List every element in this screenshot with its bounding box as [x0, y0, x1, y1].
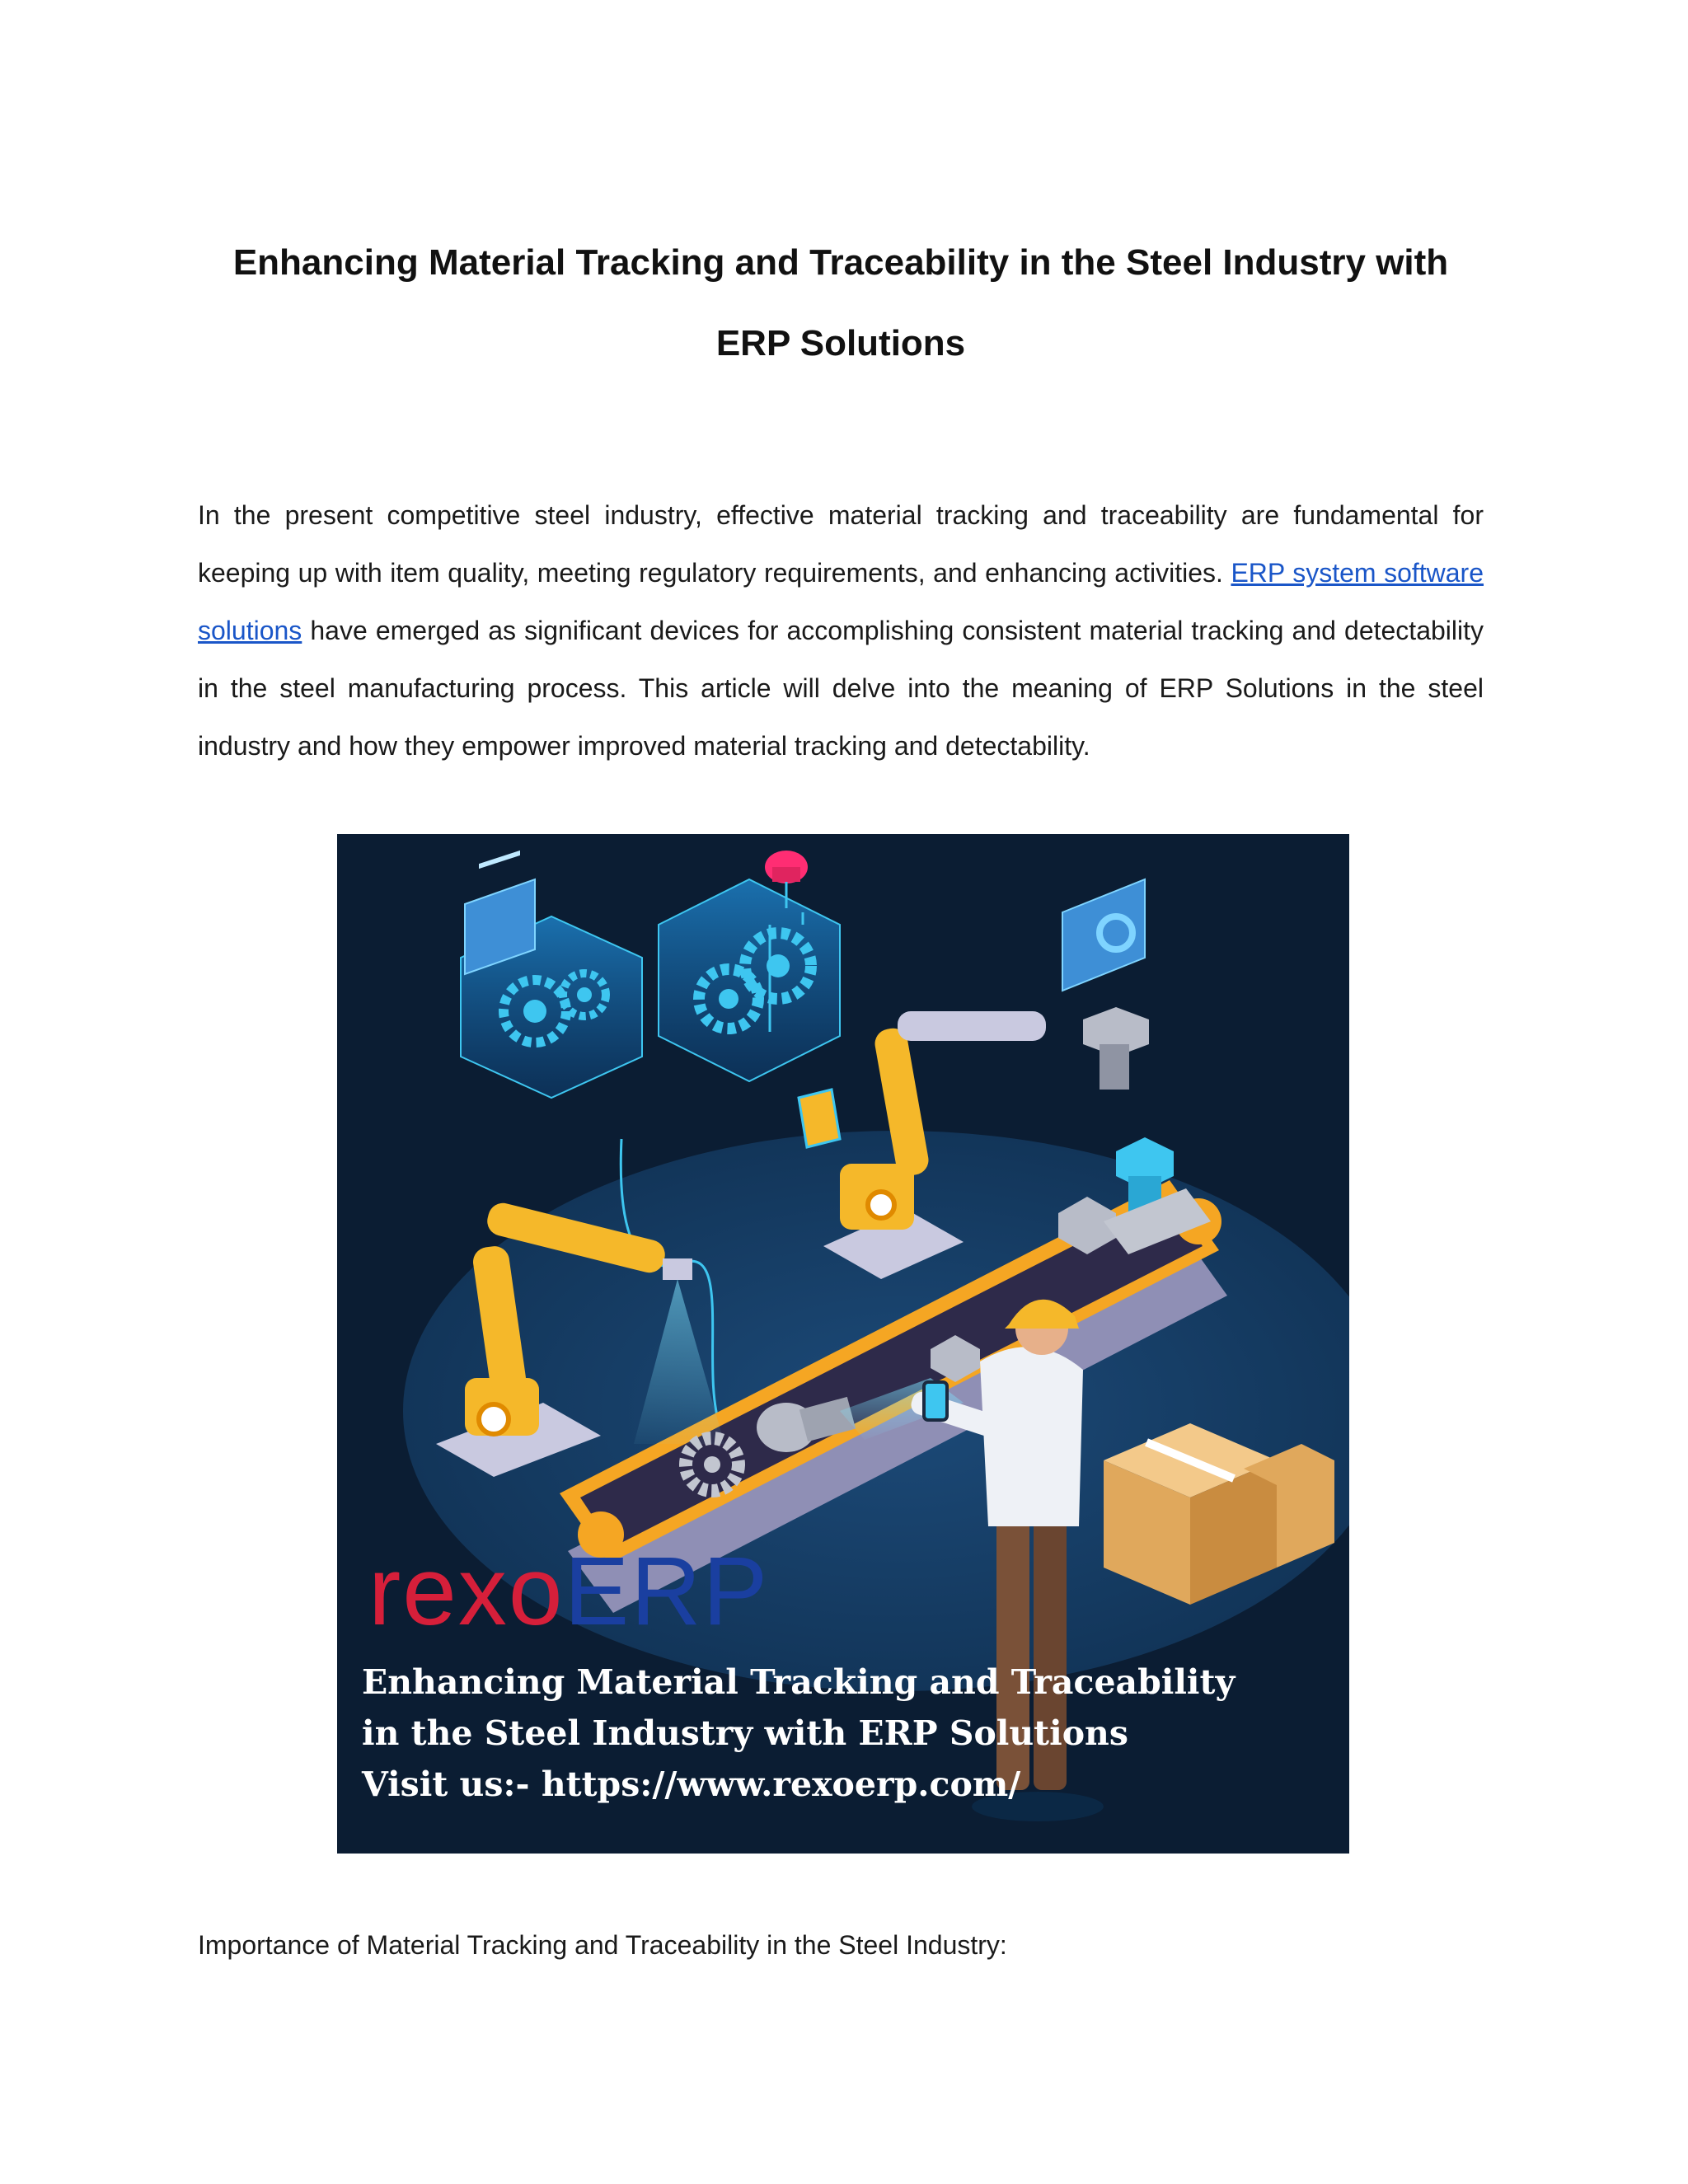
intro-paragraph — [198, 486, 1484, 775]
article-figure — [337, 834, 1349, 1854]
title-line-2: ERP Solutions — [715, 323, 966, 363]
box-icon — [1104, 1423, 1334, 1605]
bolt-icon — [1083, 1007, 1149, 1090]
chart-screen-icon — [1062, 879, 1145, 991]
page-title — [198, 223, 1484, 384]
intro-text-before-link: In the present competitive steel industry, effective material tracking and traceability are fundamental for keeping up with item quality, meeting regulatory requirements, and enhancing activities. — [198, 500, 1484, 588]
logo-erp-text: ERP — [564, 1537, 770, 1646]
logo-rexo-text: rexo — [368, 1537, 565, 1646]
tablet-icon — [924, 1382, 947, 1420]
erp-solutions-link[interactable]: ERP system software solutions — [198, 558, 1484, 645]
hologram-gears-center — [659, 879, 840, 1081]
caption-line-1: Enhancing Material Tracking and Traceability — [362, 1662, 1236, 1702]
caption-line-3: Visit us:- https://www.rexoerp.com/ — [362, 1765, 1021, 1804]
rexoerp-logo — [368, 1537, 770, 1646]
figure-caption — [362, 1657, 1310, 1810]
caption-line-2: in the Steel Industry with ERP Solutions — [362, 1713, 1128, 1753]
title-line-1: Enhancing Material Tracking and Traceability in the Steel Industry with — [232, 242, 1449, 283]
section-heading: Importance of Material Tracking and Traceability in the Steel Industry: — [198, 1930, 1007, 1960]
intro-text-after-link: have emerged as significant devices for accomplishing consistent material tracking and detectability in the steel manufacturing process. This article will delve into the meaning of ERP Solutions in the steel industry and how they empower improved material tracking and detectability. — [198, 616, 1484, 761]
